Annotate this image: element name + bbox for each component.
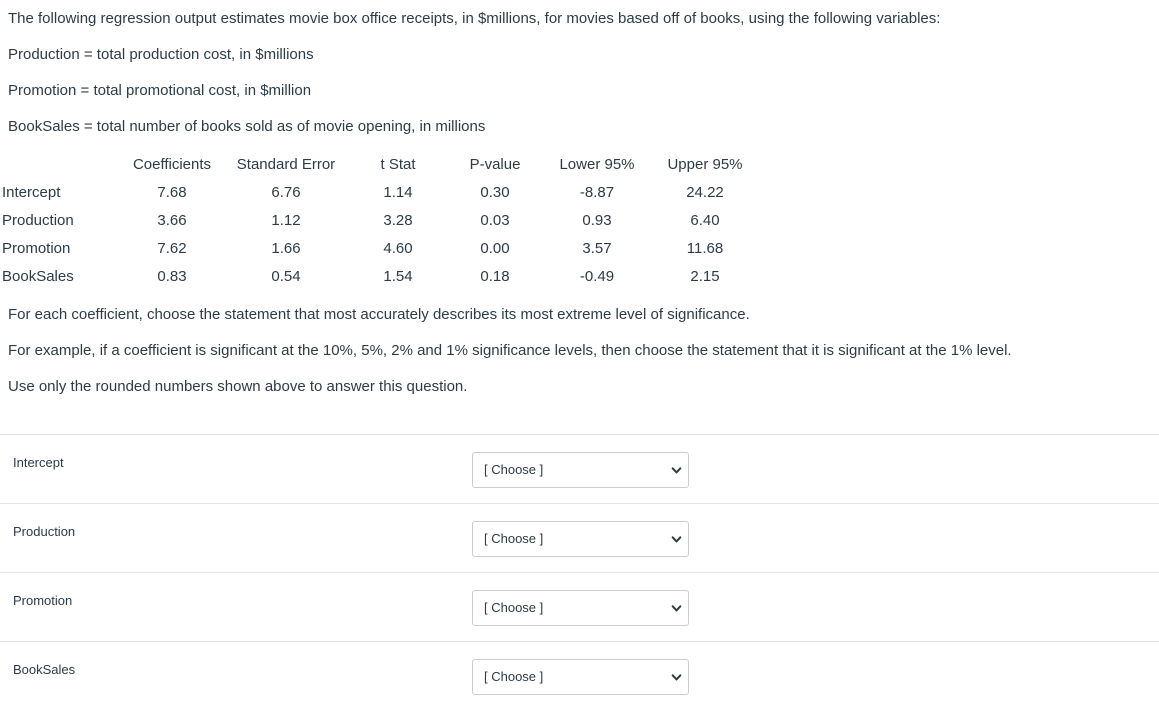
answer-label: Intercept (13, 455, 64, 470)
booksales-dropdown[interactable] (472, 659, 689, 695)
promotion-dropdown[interactable] (472, 590, 689, 626)
table-cell: 0.03 (480, 211, 510, 229)
row-label: Production (2, 211, 74, 229)
regression-table (2, 150, 761, 290)
table-cell: 3.28 (383, 211, 413, 229)
intercept-dropdown[interactable] (472, 452, 689, 488)
row-label: BookSales (2, 267, 74, 285)
answer-row-intercept (0, 434, 1159, 503)
table-cell: 0.18 (480, 267, 510, 285)
dropdown-selected-value: [ Choose ] (484, 669, 544, 684)
answer-list (0, 434, 1159, 710)
column-header (2, 150, 123, 178)
table-cell: 1.12 (271, 211, 301, 229)
table-cell: 24.22 (686, 183, 724, 201)
table-cell: -8.87 (579, 183, 615, 201)
column-header: Upper 95% (667, 155, 743, 173)
table-cell: 6.76 (271, 183, 301, 201)
chevron-down-icon (671, 465, 682, 476)
instruction-example: For example, if a coefficient is significant at the 10%, 5%, 2% and 1% significance levels, then choose the statement that it is significant at the 1% level. (8, 342, 1012, 359)
table-cell: 4.60 (383, 239, 413, 257)
chevron-down-icon (671, 672, 682, 683)
table-cell: 6.40 (690, 211, 720, 229)
table-cell: 7.68 (157, 183, 187, 201)
table-header-row (2, 150, 761, 178)
table-cell: 0.54 (271, 267, 301, 285)
chevron-down-icon (671, 603, 682, 614)
table-cell: 2.15 (690, 267, 720, 285)
row-label: Promotion (2, 239, 71, 257)
table-cell: 11.68 (686, 239, 724, 257)
answer-row-production (0, 503, 1159, 572)
table-cell: 1.14 (383, 183, 413, 201)
table-row (2, 234, 761, 262)
table-row (2, 206, 761, 234)
table-cell: 1.54 (383, 267, 413, 285)
instruction-note: Use only the rounded numbers shown above to answer this question. (8, 378, 468, 395)
column-header: Coefficients (132, 155, 212, 173)
row-label: Intercept (2, 183, 61, 201)
variable-promotion: Promotion = total promotional cost, in $million (8, 82, 312, 99)
table-cell: 1.66 (271, 239, 301, 257)
table-cell: 0.00 (480, 239, 510, 257)
variable-production: Production = total production cost, in $millions (8, 46, 314, 63)
answer-label: BookSales (13, 662, 76, 677)
table-cell: 0.93 (582, 211, 612, 229)
answer-row-promotion (0, 572, 1159, 641)
dropdown-selected-value: [ Choose ] (484, 600, 544, 615)
column-header: P-value (469, 155, 521, 173)
production-dropdown[interactable] (472, 521, 689, 557)
intro-line: The following regression output estimates movie box office receipts, in $millions, for movies based off of books, using the following variables: (8, 10, 941, 27)
table-row (2, 262, 761, 290)
variable-booksales: BookSales = total number of books sold as of movie opening, in millions (8, 118, 486, 135)
table-cell: -0.49 (579, 267, 615, 285)
table-cell: 3.57 (582, 239, 612, 257)
answer-label: Promotion (13, 593, 73, 608)
column-header: Lower 95% (559, 155, 635, 173)
answer-row-booksales (0, 641, 1159, 710)
table-cell: 3.66 (157, 211, 187, 229)
chevron-down-icon (671, 534, 682, 545)
dropdown-selected-value: [ Choose ] (484, 531, 544, 546)
instruction-line: For each coefficient, choose the statement that most accurately describes its most extreme level of significance. (8, 306, 750, 323)
table-cell: 0.30 (480, 183, 510, 201)
table-cell: 0.83 (157, 267, 187, 285)
dropdown-selected-value: [ Choose ] (484, 462, 544, 477)
table-row (2, 178, 761, 206)
table-cell: 7.62 (157, 239, 187, 257)
answer-label: Production (13, 524, 76, 539)
column-header: t Stat (380, 155, 416, 173)
column-header: Standard Error (236, 155, 336, 173)
